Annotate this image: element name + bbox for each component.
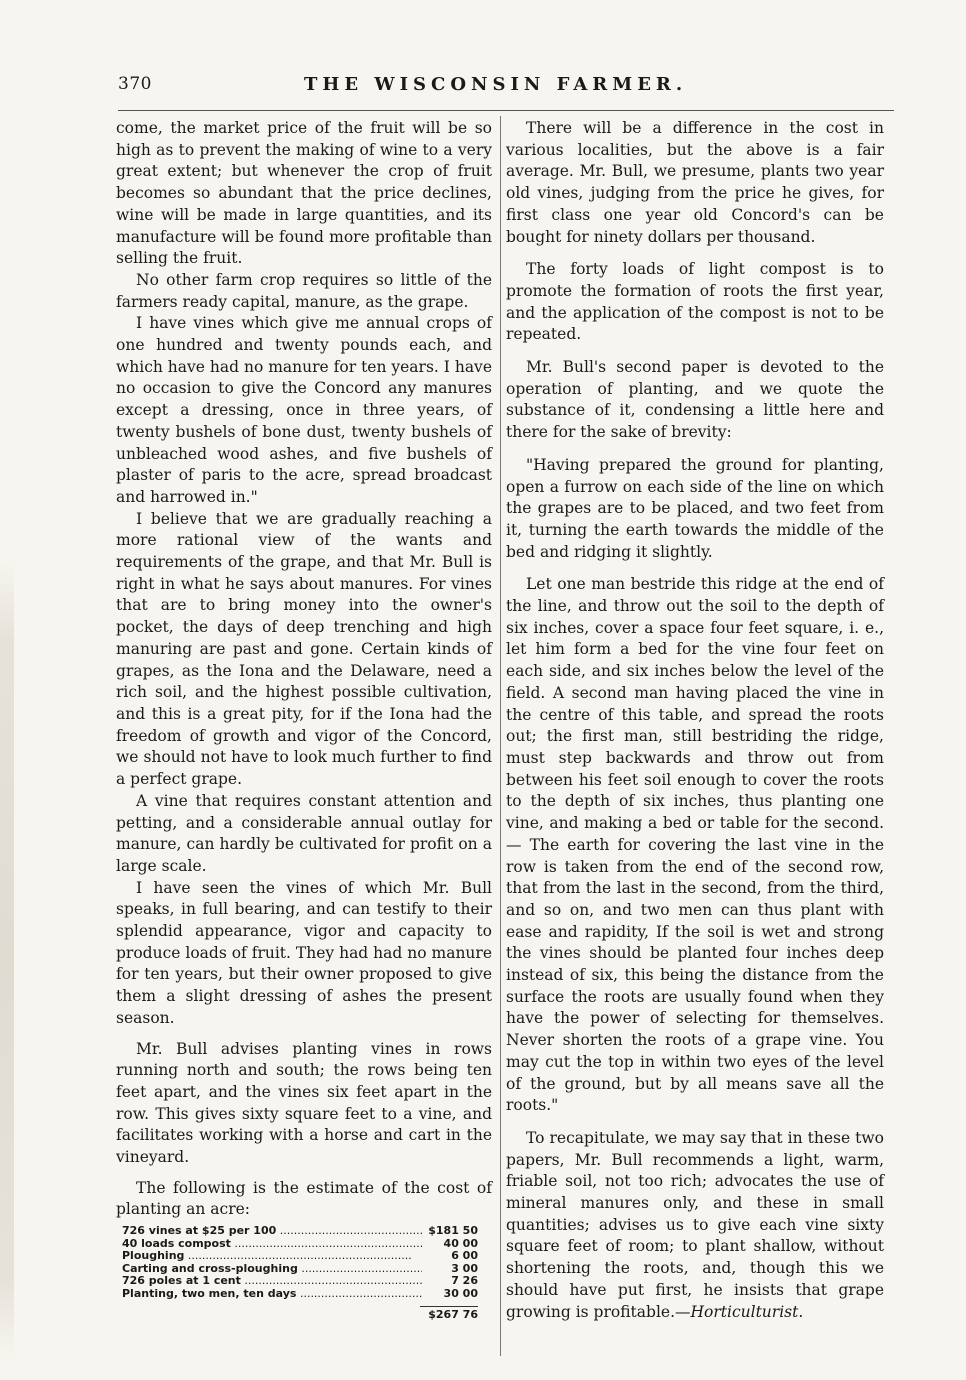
estimate-row [116,1238,492,1251]
estimate-row [116,1275,492,1288]
estimate-row [116,1288,492,1301]
estimate-amount: 30 00 [443,1286,478,1300]
binding-margin [0,560,14,1360]
estimate-amount: 7 26 [451,1274,478,1288]
estimate-item: Planting, two men, ten days ..... [122,1288,422,1301]
closing-text: To recapitulate, we may say that in these two papers, Mr. Bull recommends a light, warm, friable soil, not too rich; advocates the use of mineral manures only, and these in small quantities; advises us to give each vine sixty square feet of room; to plant shallow, without shortening the roots, and, though this we should have put first, he insists that grape growing is profitable.— [506,1128,884,1321]
paragraph: A vine that requires constant attention and petting, and a considerable annual outlay for manure, can hardly be cultivated for profit on a large scale. [116,791,492,875]
paragraph: No other farm crop requires so little of the farmers ready capital, manure, as the grape. [116,270,492,311]
estimate-amount: 6 00 [451,1249,478,1263]
paragraph: I have seen the vines of which Mr. Bull speaks, in full bearing, and can testify to their splendid appearance, vigor and capacity to produce loads of fruit. They had had no manure for ten years, but their owner proposed to give them a slight dressing of ashes the present season. [116,878,492,1027]
left-column [116,118,492,1322]
paragraph: Mr. Bull's second paper is devoted to the operation of planting, and we quote the substance of it, condensing a little here and there for the sake of brevity: [506,358,884,442]
total-rule [420,1306,478,1307]
cost-estimate-table [116,1225,492,1322]
estimate-row [116,1263,492,1276]
estimate-item: 40 loads compost ..... [122,1238,422,1251]
estimate-amount: $181 50 [428,1224,478,1238]
paragraph: The following is the estimate of the cost of planting an acre: [116,1178,492,1219]
journal-title: THE WISCONSIN FARMER. [304,74,688,95]
column-divider [500,116,501,1356]
page-number: 370 [118,74,152,94]
estimate-row [116,1250,492,1263]
paragraph: I have vines which give me annual crops of one hundred and twenty pounds each, and which have had no manure for ten years. I have no occasion to give the Concord any manures except a dressing, once in three years, of twenty bushels of bone dust, twenty bushels of unbleached wood ashes, and five bushels of plaster of paris to the acre, spread broadcast and harrowed in." [116,314,492,506]
estimate-item: 726 vines at $25 per 100 ..... [122,1225,422,1238]
source-attribution: Horticulturist. [690,1302,804,1321]
estimate-item: 726 poles at 1 cent ..... [122,1275,422,1288]
estimate-row [116,1225,492,1238]
right-column [506,118,884,1323]
estimate-amount: 40 00 [443,1236,478,1250]
paragraph: There will be a difference in the cost in various localities, but the above is a fair average. Mr. Bull, we presume, plants two year old vines, judging from the price he gives, for first class one year old Concord's can be bought for ninety dollars per thousand. [506,119,884,246]
paragraph: I believe that we are gradually reaching a more rational view of the wants and requirements of the grape, and that Mr. Bull is right in what he says about manures. For vines that are to bring money into the owner's pocket, the days of deep trenching and high manuring are past and gone. Certain kinds of grapes, as the Iona and the Delaware, need a rich soil, and the highest possible cultivation, and this is a great pity, for if the Iona had the freedom of growth and vigor of the Concord, we should not have to look much further to find a perfect grape. [116,509,492,789]
estimate-amount: 3 00 [451,1261,478,1275]
quoted-paragraph: Let one man bestride this ridge at the end of the line, and throw out the soil to the depth of six inches, cover a space four feet square, i. e., let him form a bed for the vine four feet on each side, and six inches below the level of the field. A second man having placed the vine in the centre of this table, and spread the roots out; the first man, still bestriding the ridge, must step backwards and throw out from between his feet soil enough to cover the roots to the depth of six inches, thus planting one vine, and making a bed or table for the second.— The earth for covering the last vine in the row is taken from the end of the second row, that from the last in the second, from the third, and so on, and two men can thus plant with ease and rapidity, If the soil is wet and strong the vines should be planted four inches deep instead of six, this being the distance from the surface the roots are usually found when they have the power of selecting for themselves. Never shorten the roots of a grape vine. You may cut the top in within two eyes of the level of the ground, but by all means save all the roots." [506,575,884,1115]
paragraph: Mr. Bull advises planting vines in rows running north and south; the rows being ten feet apart, and the vines six feet apart in the row. This gives sixty square feet to a vine, and facilitates working with a horse and cart in the vineyard. [116,1039,492,1167]
estimate-total: $267 76 [428,1308,478,1322]
closing-paragraph [506,1128,884,1323]
paragraph: The forty loads of light compost is to promote the formation of roots the first year, and the application of the compost is not to be repeated. [506,260,884,344]
paragraph: come, the market price of the fruit will be so high as to prevent the making of wine to a very great extent; but whenever the crop of fruit becomes so abundant that the price declines, wine will be made in large quantities, and its manufacture will be found more profitable than selling the fruit. [116,119,492,268]
quoted-paragraph: "Having prepared the ground for planting, open a furrow on each side of the line on which the grapes are to be placed, and two feet from it, turning the earth towards the middle of the bed and ridging it slightly. [506,455,884,561]
estimate-item: Carting and cross-ploughing ..... [122,1263,422,1276]
estimate-item: Ploughing ..... [122,1250,422,1263]
header-rule [118,110,894,111]
page-header [118,74,898,102]
